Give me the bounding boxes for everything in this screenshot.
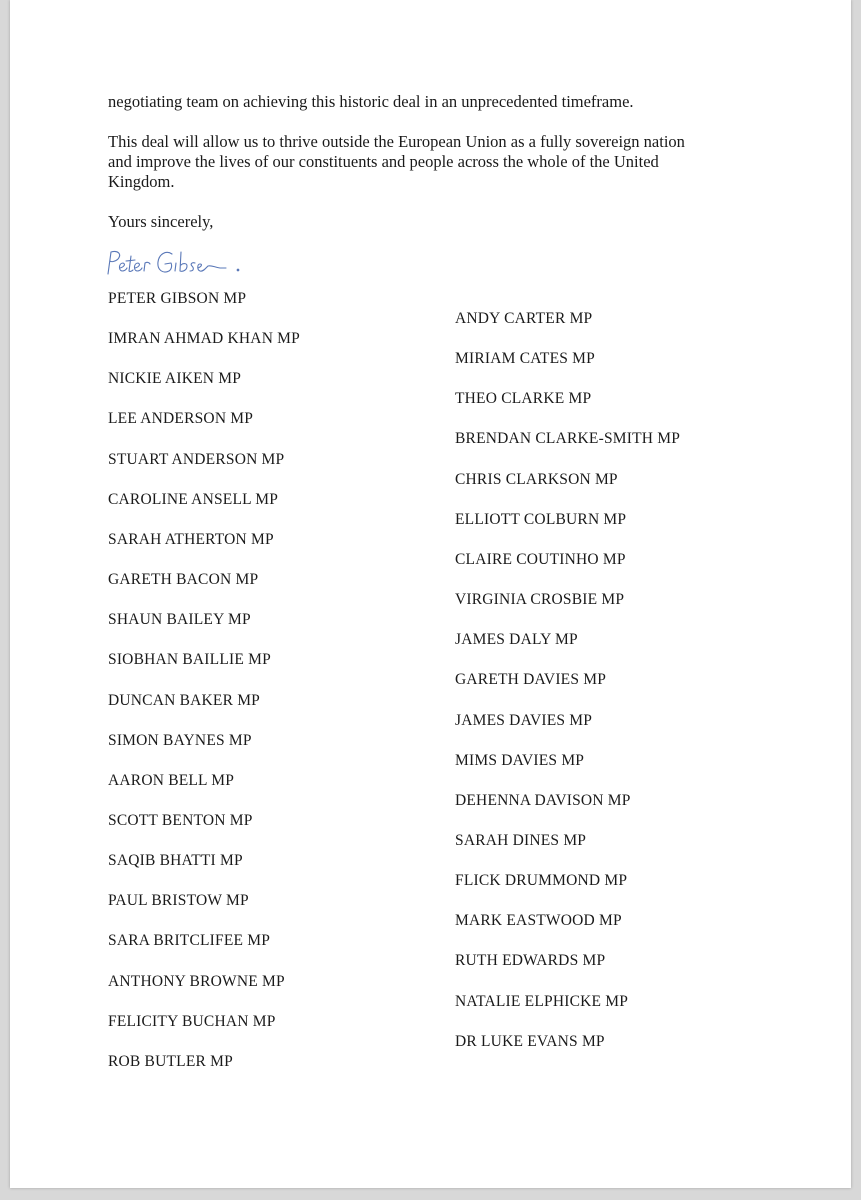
paragraph-line: This deal will allow us to thrive outside the European Union as a fully sovereign nation <box>108 132 685 151</box>
signatory-name: AARON BELL MP <box>108 771 235 789</box>
signatory-name: CAROLINE ANSELL MP <box>108 490 279 508</box>
signatory-name: PETER GIBSON MP <box>108 290 247 307</box>
paragraph-intro <box>108 92 768 112</box>
signatory-name: SIMON BAYNES MP <box>108 731 252 749</box>
signatory-name: SARAH DINES MP <box>455 831 587 849</box>
signatory-name: LEE ANDERSON MP <box>108 410 254 428</box>
letter-page <box>10 0 851 1188</box>
signatory-name: VIRGINIA CROSBIE MP <box>455 591 625 609</box>
signatory-name: FLICK DRUMMOND MP <box>455 872 628 890</box>
closing-salutation: Yours sincerely, <box>108 212 214 231</box>
paragraph-line: Kingdom. <box>108 172 175 191</box>
signatory-name: DUNCAN BAKER MP <box>108 691 260 709</box>
signatory-name: SARA BRITCLIFEE MP <box>108 932 271 950</box>
signatory-name: GARETH BACON MP <box>108 571 259 589</box>
signatory-name: SAQIB BHATTI MP <box>108 852 243 870</box>
signatory-name: CLAIRE COUTINHO MP <box>455 550 626 568</box>
signatory-name: FELICITY BUCHAN MP <box>108 1012 276 1030</box>
handwritten-signature <box>102 246 252 280</box>
signatory-name: ANTHONY BROWNE MP <box>108 972 285 990</box>
signatory-name: STUART ANDERSON MP <box>108 450 285 468</box>
paragraph-line: and improve the lives of our constituents and people across the whole of the United <box>108 152 659 171</box>
paragraph-deal <box>108 132 768 192</box>
signatory-name: JAMES DALY MP <box>455 631 578 649</box>
signatory-name: BRENDAN CLARKE-SMITH MP <box>455 430 681 448</box>
signatory-name: RUTH EDWARDS MP <box>455 952 606 970</box>
signatory-name: NATALIE ELPHICKE MP <box>455 992 629 1010</box>
signatory-name: SARAH ATHERTON MP <box>108 530 274 548</box>
signatory-name: MARK EASTWOOD MP <box>455 912 622 930</box>
signatory-name: MIRIAM CATES MP <box>455 350 595 368</box>
signatory-name: ROB BUTLER MP <box>108 1052 233 1070</box>
signatory-name: DR LUKE EVANS MP <box>455 1032 605 1050</box>
signatory-name: SHAUN BAILEY MP <box>108 611 251 629</box>
signatory-name: SCOTT BENTON MP <box>108 811 253 829</box>
signatory-name: ANDY CARTER MP <box>455 310 593 327</box>
signatory-name: DEHENNA DAVISON MP <box>455 791 631 809</box>
signatory-name: PAUL BRISTOW MP <box>108 892 249 910</box>
signatory-name: ELLIOTT COLBURN MP <box>455 510 627 528</box>
signatory-name: CHRIS CLARKSON MP <box>455 470 618 488</box>
signatory-name: JAMES DAVIES MP <box>455 711 593 729</box>
signatory-name: MIMS DAVIES MP <box>455 751 585 769</box>
paragraph-line: negotiating team on achieving this historic deal in an unprecedented timeframe. <box>108 92 634 111</box>
signatory-name: GARETH DAVIES MP <box>455 671 607 689</box>
signatory-name: THEO CLARKE MP <box>455 390 592 408</box>
signatory-name: IMRAN AHMAD KHAN MP <box>108 330 300 348</box>
signatory-name: NICKIE AIKEN MP <box>108 370 242 388</box>
signatory-name: SIOBHAN BAILLIE MP <box>108 651 271 669</box>
